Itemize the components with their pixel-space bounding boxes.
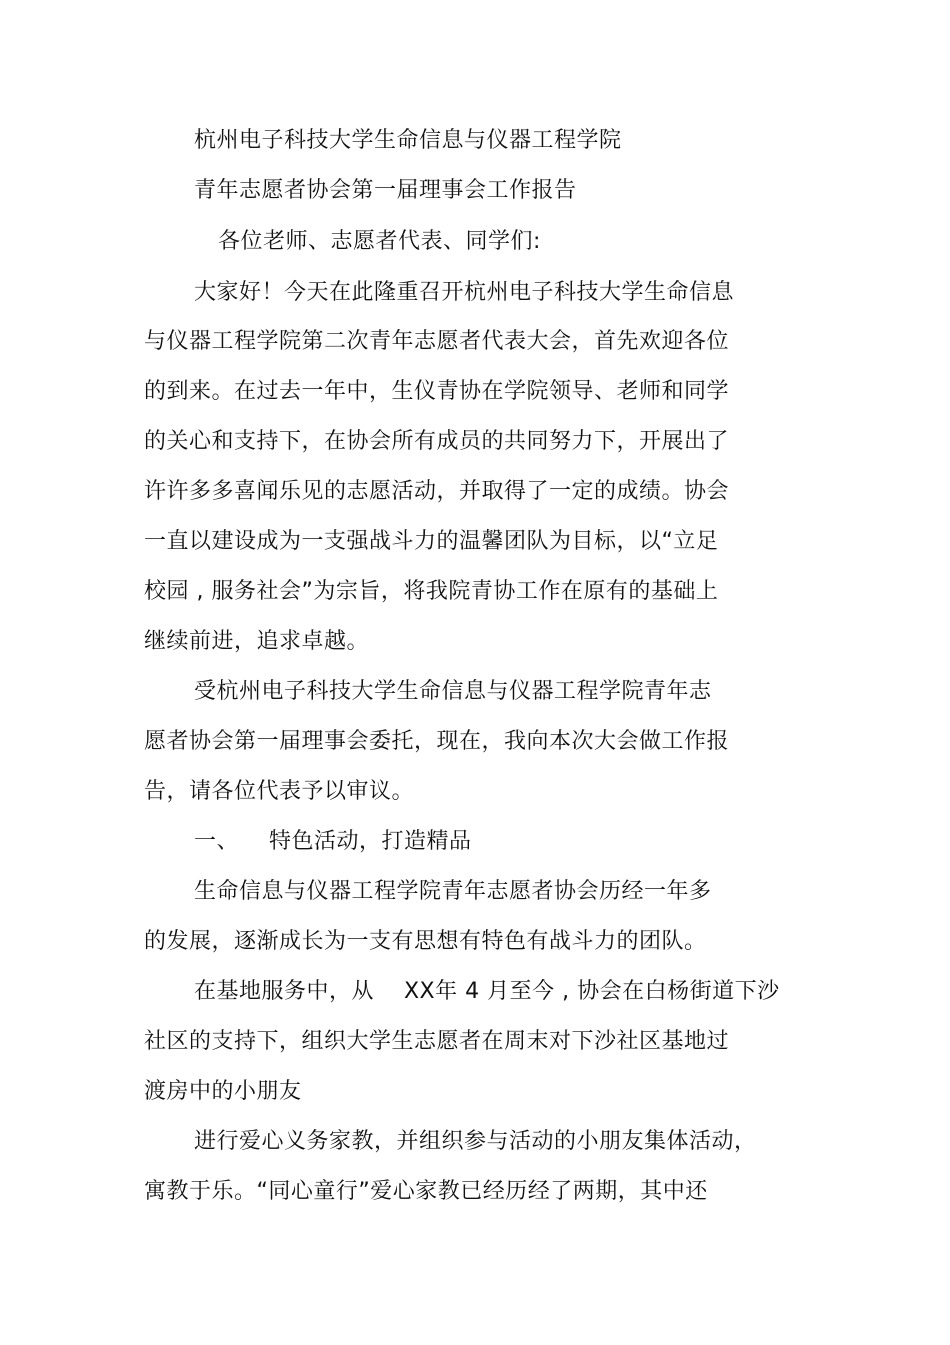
body-line: 在基地服务中，从 XX年 4 月至今 , 协会在白杨街道下沙 [194, 979, 780, 1004]
body-line: 社区的支持下，组织大学生志愿者在周末对下沙社区基地过 [144, 1029, 730, 1054]
body-line: 的关心和支持下，在协会所有成员的共同努力下，开展出了 [144, 429, 730, 454]
document-title-line-2: 青年志愿者协会第一届理事会工作报告 [194, 178, 577, 203]
body-line: 一直以建设成为一支强战斗力的温馨团队为目标，以“立足 [144, 529, 719, 554]
document-title-line-1: 杭州电子科技大学生命信息与仪器工程学院 [194, 128, 622, 153]
body-line: 愿者协会第一届理事会委托，现在，我向本次大会做工作报 [144, 729, 730, 754]
body-line: 继续前进，追求卓越。 [144, 629, 370, 654]
salutation: 各位老师、志愿者代表、同学们: [218, 229, 541, 254]
body-line: 生命信息与仪器工程学院青年志愿者协会历经一年多 [194, 879, 712, 904]
body-line: 受杭州电子科技大学生命信息与仪器工程学院青年志 [194, 679, 712, 704]
body-line: 与仪器工程学院第二次青年志愿者代表大会，首先欢迎各位 [144, 329, 730, 354]
section-heading: 一、 特色活动，打造精品 [194, 829, 472, 854]
body-line: 寓教于乐。“同心童行”爱心家教已经历经了两期，其中还 [144, 1179, 708, 1204]
body-line: 渡房中的小朋友 [144, 1079, 302, 1104]
body-line: 大家好！今天在此隆重召开杭州电子科技大学生命信息 [194, 280, 735, 305]
body-line: 校园 , 服务社会”为宗旨，将我院青协工作在原有的基础上 [144, 579, 719, 604]
body-line: 许许多多喜闻乐见的志愿活动，并取得了一定的成绩。协会 [144, 479, 730, 504]
body-line: 告，请各位代表予以审议。 [144, 779, 415, 804]
body-line: 的到来。在过去一年中，生仪青协在学院领导、老师和同学 [144, 379, 730, 404]
body-line: 进行爱心义务家教，并组织参与活动的小朋友集体活动， [194, 1129, 757, 1154]
body-line: 的发展，逐渐成长为一支有思想有特色有战斗力的团队。 [144, 929, 707, 954]
